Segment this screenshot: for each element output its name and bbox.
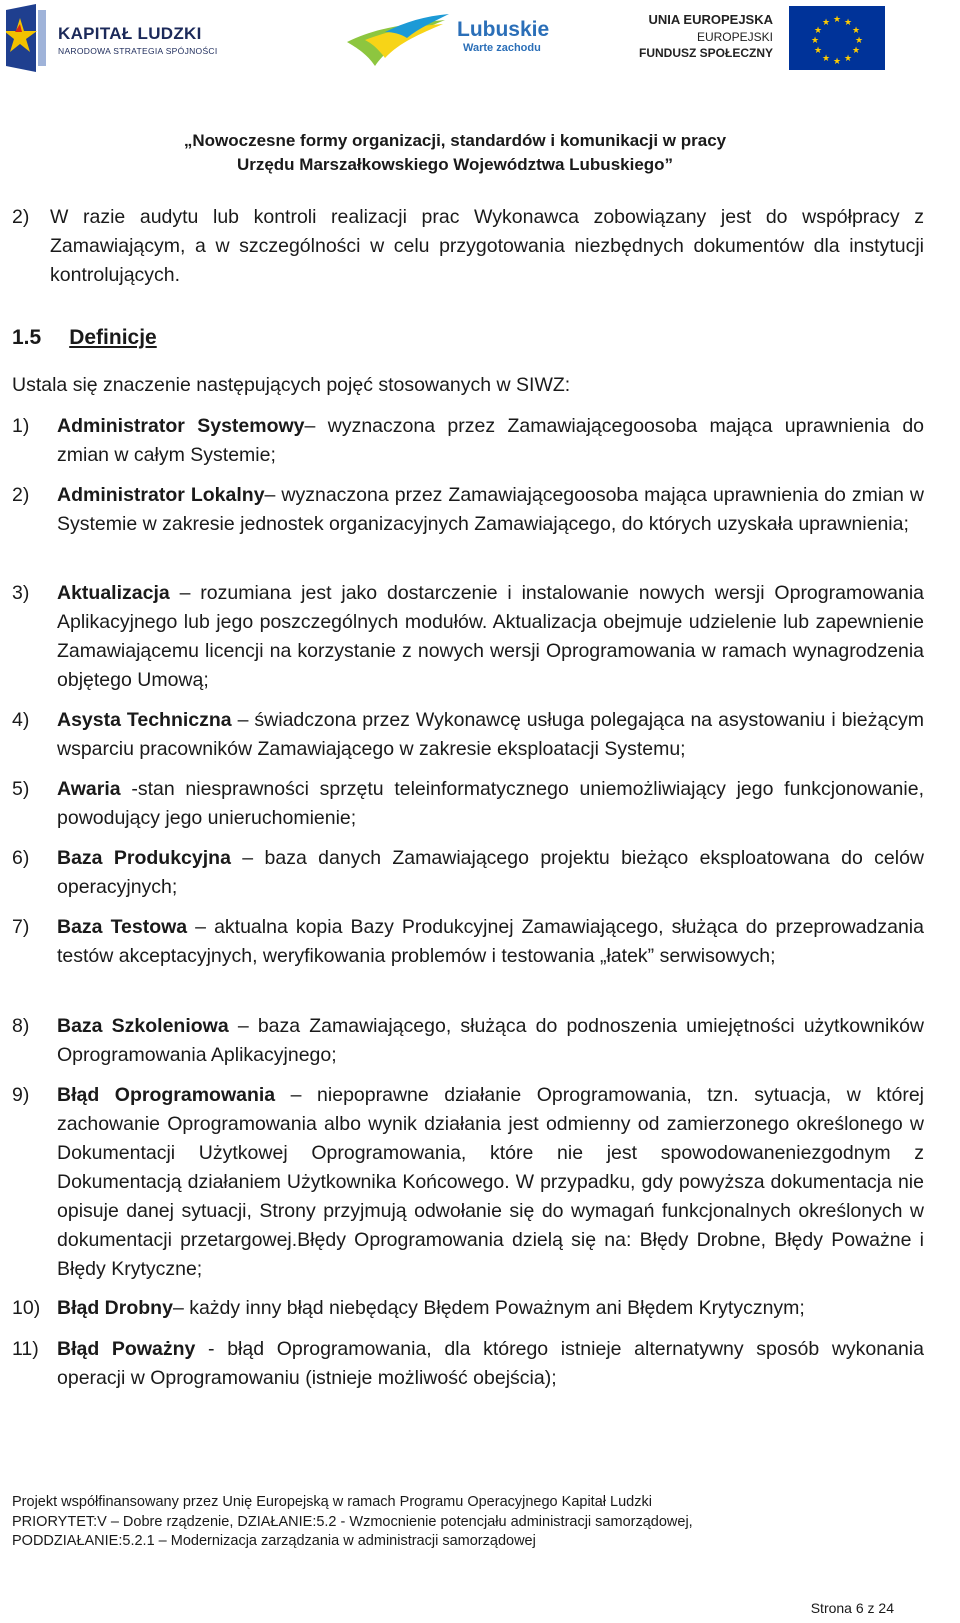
section-number: 1.5 bbox=[12, 326, 42, 349]
logo-bar bbox=[0, 0, 960, 76]
definition-term: Baza Testowa bbox=[57, 916, 188, 938]
footer-line3: PODDZIAŁANIE:5.2.1 – Modernizacja zarządzania w administracji samorządowej bbox=[12, 1533, 536, 1549]
definition-item bbox=[12, 412, 924, 470]
definition-term: Błąd Drobny bbox=[57, 1297, 173, 1319]
definition-number: 9) bbox=[12, 1084, 30, 1106]
lubuskie-wave-icon bbox=[345, 10, 450, 70]
definition-text: - błąd Oprogramowania, dla którego istnieje alternatywny sposób wykonania operacji w Oprogramowaniu (istnieje możliwość obejścia); bbox=[57, 1338, 924, 1389]
definition-number: 11) bbox=[12, 1338, 39, 1360]
definition-term: Asysta Techniczna bbox=[57, 709, 232, 731]
definition-item bbox=[12, 913, 924, 971]
definition-term: Administrator Lokalny bbox=[57, 484, 265, 506]
svg-text:★: ★ bbox=[832, 57, 842, 67]
definition-item bbox=[12, 481, 924, 539]
definition-term: Baza Szkoleniowa bbox=[57, 1015, 229, 1037]
ue-line2: EUROPEJSKI bbox=[696, 30, 773, 44]
svg-text:★: ★ bbox=[851, 26, 861, 36]
definition-item bbox=[12, 1335, 924, 1393]
definition-item bbox=[12, 844, 924, 902]
definition-text: – aktualna kopia Bazy Produkcyjnej Zamawiającego, służąca do przeprowadzania testów akceptacyjnych, weryfikowania problemów i testowania „łatek” serwisowych; bbox=[57, 916, 924, 967]
definition-item bbox=[12, 706, 924, 764]
definition-term: Błąd Poważny bbox=[57, 1338, 196, 1360]
definition-item bbox=[12, 1294, 924, 1323]
intro-item-text: W razie audytu lub kontroli realizacji prac Wykonawca zobowiązany jest do współpracy z Zamawiającym, a w szczególności w celu przygotowania niezbędnych dokumentów dla instytucji kontrolujących. bbox=[50, 206, 924, 286]
ue-line1: UNIA EUROPEJSKA bbox=[648, 12, 773, 27]
kapital-ludzki-star-icon bbox=[6, 4, 48, 72]
definition-item bbox=[12, 579, 924, 695]
svg-text:★: ★ bbox=[832, 15, 842, 25]
definition-number: 8) bbox=[12, 1015, 30, 1037]
intro-item-number: 2) bbox=[12, 206, 30, 228]
svg-text:★: ★ bbox=[821, 18, 831, 28]
definition-number: 5) bbox=[12, 778, 30, 800]
definition-term: Błąd Oprogramowania bbox=[57, 1084, 276, 1106]
page-number: Strona 6 z 24 bbox=[810, 1600, 894, 1616]
footer-line2: PRIORYTET:V – Dobre rządzenie, DZIAŁANIE:5.2 - Wzmocnienie potencjału administracji samorządowej, bbox=[12, 1513, 693, 1530]
lubuskie-logo bbox=[345, 8, 555, 70]
project-title bbox=[0, 129, 910, 177]
kapital-ludzki-subtitle: NARODOWA STRATEGIA SPÓJNOŚCI bbox=[58, 46, 218, 56]
definition-number: 2) bbox=[12, 484, 30, 506]
definition-text: – każdy inny błąd niebędący Błędem Poważnym ani Błędem Krytycznym; bbox=[172, 1297, 805, 1319]
kapital-ludzki-title: KAPITAŁ LUDZKI bbox=[58, 24, 202, 43]
definition-text: – wyznaczona przez Zamawiającegoosoba mająca uprawnienia do zmian w całym Systemie; bbox=[57, 415, 925, 466]
project-title-line1: „Nowoczesne formy organizacji, standardów i komunikacji w pracy bbox=[183, 131, 727, 150]
svg-text:★: ★ bbox=[813, 26, 823, 36]
definition-term: Aktualizacja bbox=[57, 582, 170, 604]
definition-number: 10) bbox=[12, 1297, 41, 1319]
svg-text:★: ★ bbox=[854, 36, 864, 46]
svg-text:★: ★ bbox=[843, 18, 853, 28]
definition-text: – rozumiana jest jako dostarczenie i instalowanie nowych wersji Oprogramowania Aplikacyjnego lub jego poszczególnych modułów. Aktualizacja obejmuje udzielenie lub zapewnienie Zamawiającemu licencji na korzystanie z nowych wersji Oprogramowania w ramach wynagrodzenia objętego Umową; bbox=[57, 582, 924, 691]
svg-text:★: ★ bbox=[813, 46, 823, 56]
svg-text:★: ★ bbox=[810, 36, 820, 46]
definition-number: 7) bbox=[12, 916, 30, 938]
definition-term: Administrator Systemowy bbox=[57, 415, 305, 437]
ue-logo bbox=[640, 4, 885, 72]
lubuskie-title: Lubuskie bbox=[457, 18, 550, 41]
definition-text: – baza Zamawiającego, służąca do podnoszenia umiejętności użytkowników Oprogramowania Aplikacyjnego; bbox=[57, 1015, 924, 1066]
kapital-ludzki-logo bbox=[6, 4, 226, 72]
definition-number: 6) bbox=[12, 847, 30, 869]
definition-text: – niepoprawne działanie Oprogramowania, tzn. sytuacja, w której zachowanie Oprogramowania albo wynik działania jest odmienny od zamierzonego określonego w Dokumentacji Użytkowej Oprogramowania, które nie jest spowodowaneniezgodnym z Dokumentacją działaniem Użytkownika Końcowego. W przypadku, gdy powyższa dokumentacja nie opisuje danej sytuacji, Strony przyjmują odwołanie się do wymagań funkcjonalnych określonych w dokumentacji przetargowej.Błędy Oprogramowania dzielą się na: Błędy Drobne, Błędy Poważne i Błędy Krytyczne; bbox=[57, 1084, 924, 1280]
definition-text: -stan niesprawności sprzętu teleinformatycznego uniemożliwiający jego funkcjonowanie, powodujący jego unieruchomienie; bbox=[57, 778, 924, 829]
eu-flag-icon bbox=[789, 6, 885, 70]
section-title: Definicje bbox=[69, 326, 157, 349]
svg-text:★: ★ bbox=[843, 54, 853, 64]
svg-text:★: ★ bbox=[821, 54, 831, 64]
definition-number: 1) bbox=[12, 415, 30, 437]
lubuskie-subtitle: Warte zachodu bbox=[463, 42, 541, 54]
definition-term: Baza Produkcyjna bbox=[57, 847, 231, 869]
ue-line3: FUNDUSZ SPOŁECZNY bbox=[638, 46, 773, 60]
definition-term: Awaria bbox=[57, 778, 121, 800]
definition-item bbox=[12, 1081, 924, 1284]
definition-number: 4) bbox=[12, 709, 30, 731]
section-heading bbox=[12, 326, 157, 350]
definition-text: – baza danych Zamawiającego projektu bieżąco eksploatowana do celów operacyjnych; bbox=[57, 847, 925, 898]
definitions-lead: Ustala się znaczenie następujących pojęć stosowanych w SIWZ: bbox=[12, 374, 571, 396]
definition-number: 3) bbox=[12, 582, 30, 604]
page-footer bbox=[12, 1493, 912, 1552]
definition-item bbox=[12, 775, 924, 833]
project-title-line2: Urzędu Marszałkowskiego Województwa Lubuskiego” bbox=[236, 155, 674, 174]
definition-text: – świadczona przez Wykonawcę usługa polegająca na asystowaniu i bieżącym wsparciu pracowników Zamawiającego w zakresie eksploatacji Systemu; bbox=[57, 709, 924, 760]
intro-list-item bbox=[12, 203, 924, 290]
definition-text: – wyznaczona przez Zamawiającegoosoba mająca uprawnienia do zmian w Systemie w zakresie jednostek organizacyjnych Zamawiającego, do których uzyskała uprawnienia; bbox=[57, 484, 924, 535]
definition-item bbox=[12, 1012, 924, 1070]
svg-text:★: ★ bbox=[851, 46, 861, 56]
footer-line1: Projekt współfinansowany przez Unię Europejską w ramach Programu Operacyjnego Kapitał Ludzki bbox=[12, 1494, 652, 1510]
